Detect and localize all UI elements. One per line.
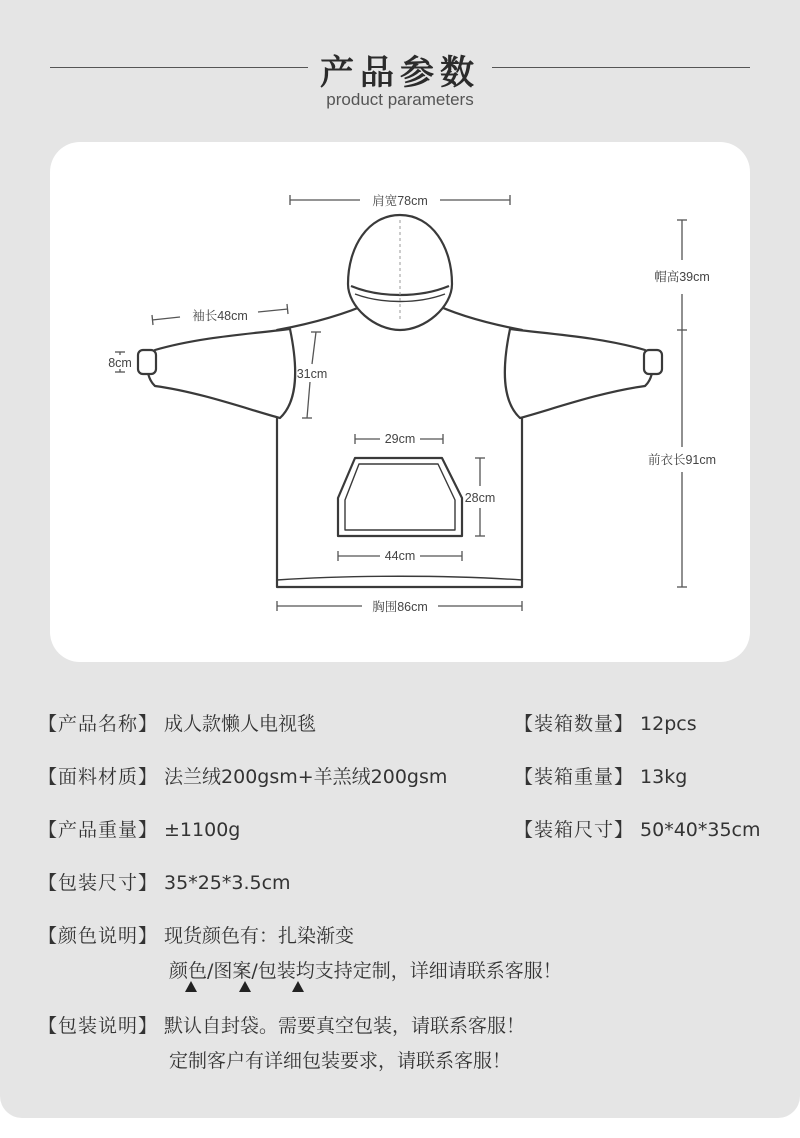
shoulder-width-label: 肩宽78cm bbox=[372, 194, 428, 208]
spec-label: 【面料材质】 bbox=[38, 766, 159, 788]
spec-product-name bbox=[38, 709, 316, 736]
spec-label: 【装箱数量】 bbox=[514, 713, 635, 735]
armhole-label: 31cm bbox=[296, 367, 328, 381]
title-divider-right bbox=[492, 67, 750, 68]
spec-value: 默认自封袋。需要真空包装，请联系客服！ bbox=[164, 1015, 526, 1037]
size-diagram-card bbox=[50, 142, 750, 662]
chest-label: 胸围86cm bbox=[372, 600, 428, 614]
color-custom-note: 颜色/图案/包装均支持定制，详细请联系客服！ bbox=[169, 960, 562, 982]
spec-label: 【颜色说明】 bbox=[38, 925, 159, 947]
spec-carton-quantity bbox=[514, 709, 697, 736]
triangle-marker-icon bbox=[292, 981, 304, 992]
page-title: 产品参数 bbox=[320, 53, 480, 93]
spec-value: 12pcs bbox=[640, 713, 697, 735]
title-row bbox=[50, 45, 750, 93]
spec-value: 50*40*35cm bbox=[640, 819, 761, 841]
hood-height-label: 帽高39cm bbox=[654, 270, 710, 284]
spec-value: 13kg bbox=[640, 766, 688, 788]
packing-custom-note: 定制客户有详细包装要求，请联系客服！ bbox=[169, 1050, 512, 1072]
spec-packing bbox=[38, 1011, 525, 1038]
sleeve-length-label: 袖长48cm bbox=[192, 309, 248, 323]
spec-label: 【产品重量】 bbox=[38, 819, 159, 841]
spec-value: ±1100g bbox=[164, 819, 241, 841]
spec-product-weight bbox=[38, 815, 240, 842]
spec-value: 现货颜色有：扎染渐变 bbox=[164, 925, 355, 947]
spec-value: 法兰绒200gsm+羊羔绒200gsm bbox=[164, 766, 448, 788]
spec-label: 【装箱重量】 bbox=[514, 766, 635, 788]
front-length-label: 前衣长91cm bbox=[647, 453, 717, 467]
spec-label: 【包装尺寸】 bbox=[38, 872, 159, 894]
spec-value: 成人款懒人电视毯 bbox=[164, 713, 317, 735]
spec-color bbox=[38, 921, 354, 948]
spec-fabric bbox=[38, 762, 447, 789]
spec-carton-weight bbox=[514, 762, 687, 789]
pocket-top-label: 29cm bbox=[384, 432, 416, 446]
pocket-bottom-label: 44cm bbox=[384, 549, 416, 563]
pocket-height-label: 28cm bbox=[464, 491, 496, 505]
spec-label: 【包装说明】 bbox=[38, 1015, 159, 1037]
spec-label: 【产品名称】 bbox=[38, 713, 159, 735]
cuff-width-label: 8cm bbox=[108, 356, 132, 370]
spec-value: 35*25*3.5cm bbox=[164, 872, 291, 894]
page-subtitle: product parameters bbox=[326, 90, 474, 109]
triangle-marker-icon bbox=[185, 981, 197, 992]
spec-label: 【装箱尺寸】 bbox=[514, 819, 635, 841]
spec-package-size bbox=[38, 868, 291, 895]
hoodie-size-diagram bbox=[50, 142, 750, 662]
spec-carton-size bbox=[514, 815, 761, 842]
triangle-marker-icon bbox=[239, 981, 251, 992]
